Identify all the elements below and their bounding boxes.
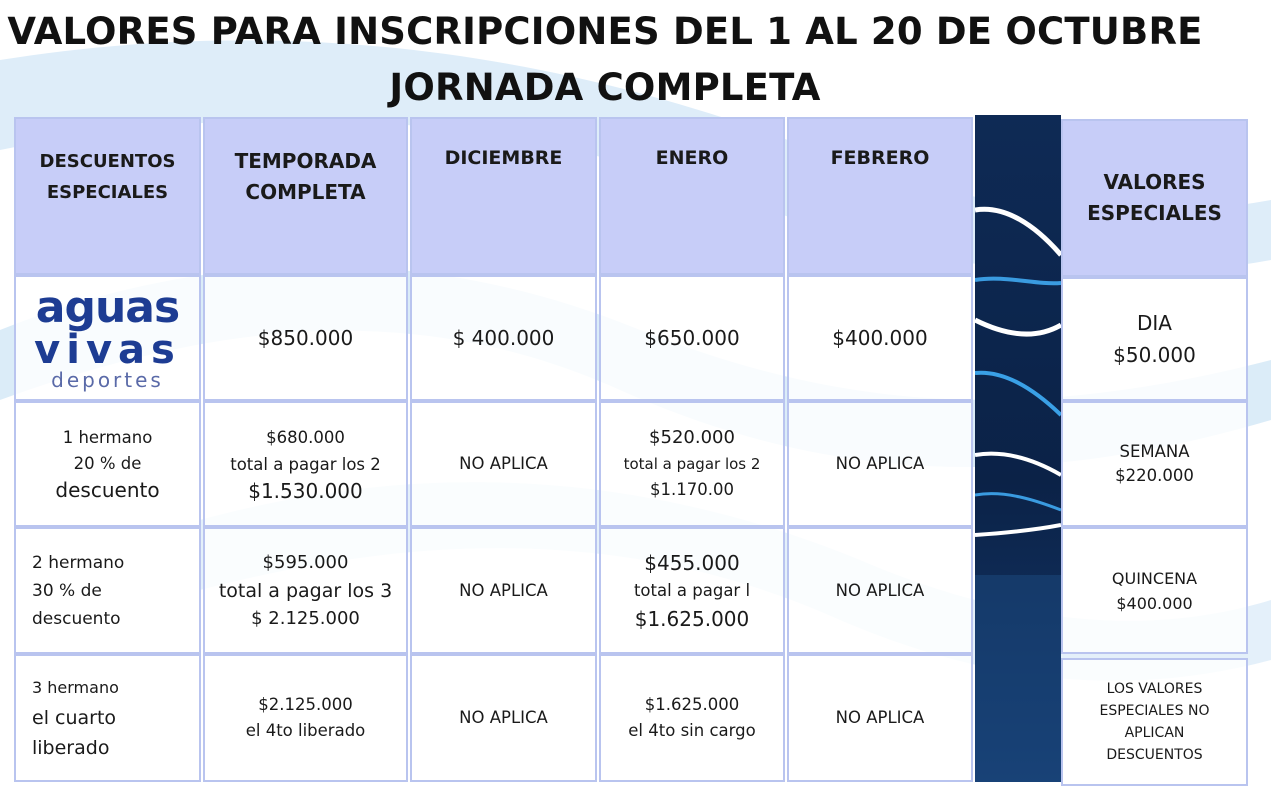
base-febrero-price: $400.000: [832, 326, 928, 350]
row2-temp-price: $595.000: [262, 551, 349, 573]
row3-feb-value: NO APLICA: [835, 708, 925, 727]
row2-febrero: [787, 527, 973, 654]
row1-febrero: [787, 401, 973, 527]
desc-3-line2: el cuarto: [32, 707, 117, 729]
logo-word-aguas: aguas: [35, 282, 180, 333]
row2-diciembre: [410, 527, 597, 654]
header-enero: [599, 117, 785, 275]
header-descuentos: [14, 117, 201, 275]
logo-cell: [14, 275, 201, 401]
desc-3-line3: liberado: [32, 737, 110, 759]
desc-1-line1: 1 hermano: [62, 428, 153, 447]
desc-3-line1: 3 hermano: [32, 678, 119, 697]
row2-feb-value: NO APLICA: [835, 580, 925, 600]
base-diciembre: [410, 275, 597, 401]
row2-enero-price: $455.000: [644, 550, 740, 575]
header-enero-label: ENERO: [655, 147, 729, 169]
logo-word-deportes: deportes: [51, 368, 164, 392]
row2-temp-total: $ 2.125.000: [251, 607, 360, 629]
desc-3-hermano: [14, 654, 201, 782]
row3-enero-note: el 4to sin cargo: [628, 721, 756, 740]
header-valores-especiales: [1061, 119, 1248, 277]
desc-1-hermano: [14, 401, 201, 527]
especial-dia-price: $50.000: [1113, 343, 1196, 367]
row2-temporada: [203, 527, 408, 654]
row1-temp-price: $680.000: [266, 427, 345, 447]
base-febrero: [787, 275, 973, 401]
row3-dic-value: NO APLICA: [459, 708, 548, 727]
logo-word-vivas: vivas: [34, 327, 181, 373]
row3-enero-price: $1.625.000: [644, 695, 740, 714]
especial-semana: [1061, 401, 1248, 527]
row3-temporada: [203, 654, 408, 782]
page-title: VALORES PARA INSCRIPCIONES DEL 1 AL 20 DE OCTUBRE: [7, 10, 1203, 53]
row3-febrero: [787, 654, 973, 782]
especial-semana-label: SEMANA: [1119, 442, 1190, 461]
row1-enero-total: $1.170.00: [650, 480, 734, 499]
base-enero: [599, 275, 785, 401]
wave-lines-icon: [975, 115, 1061, 782]
especial-dia: [1061, 277, 1248, 401]
base-temporada-price: $850.000: [257, 326, 354, 350]
row2-dic-value: NO APLICA: [459, 580, 548, 600]
row2-enero: [599, 527, 785, 654]
row3-enero: [599, 654, 785, 782]
desc-1-line3: descuento: [55, 478, 160, 502]
header-valores-label: VALORES ESPECIALES: [1087, 170, 1222, 225]
especial-semana-price: $220.000: [1115, 466, 1194, 485]
especial-dia-label: DIA: [1137, 311, 1172, 335]
row2-enero-note: total a pagar l: [633, 580, 751, 600]
row1-enero-price: $520.000: [649, 427, 735, 448]
row3-diciembre: [410, 654, 597, 782]
row1-feb-value: NO APLICA: [835, 454, 925, 473]
desc-2-line1: 2 hermano: [32, 552, 125, 573]
base-enero-price: $650.000: [644, 326, 740, 350]
header-descuentos-label: DESCUENTOS ESPECIALES: [39, 151, 176, 203]
row1-enero: [599, 401, 785, 527]
row1-temporada: [203, 401, 408, 527]
page-subtitle: JORNADA COMPLETA: [389, 66, 821, 109]
especial-nota-line3: APLICAN: [1124, 725, 1185, 741]
header-diciembre-label: DICIEMBRE: [444, 147, 563, 169]
desc-1-line2: 20 % de: [73, 454, 142, 473]
row2-temp-note: total a pagar los 3: [218, 579, 393, 602]
header-febrero-label: FEBRERO: [830, 147, 930, 169]
especial-quincena-price: $400.000: [1116, 593, 1193, 613]
desc-2-line3: descuento: [32, 608, 121, 629]
header-diciembre: [410, 117, 597, 275]
row3-temp-note: el 4to liberado: [245, 721, 366, 740]
decorative-wave-divider: [975, 115, 1061, 782]
especial-nota-line2: ESPECIALES NO: [1099, 703, 1210, 719]
aguas-vivas-logo: [34, 282, 181, 392]
row1-diciembre: [410, 401, 597, 527]
header-temporada: [203, 117, 408, 275]
row1-temp-total: $1.530.000: [248, 478, 363, 503]
header-temporada-label: TEMPORADA COMPLETA: [234, 149, 377, 204]
base-temporada: [203, 275, 408, 401]
especial-nota-line4: DESCUENTOS: [1106, 747, 1203, 763]
especial-quincena-label: QUINCENA: [1111, 568, 1198, 588]
especial-nota: [1061, 658, 1248, 786]
especial-nota-line1: LOS VALORES: [1106, 681, 1203, 697]
desc-2-hermano: [14, 527, 201, 654]
base-diciembre-price: $ 400.000: [452, 326, 555, 350]
row1-temp-note: total a pagar los 2: [230, 454, 381, 474]
desc-2-line2: 30 % de: [32, 580, 102, 601]
header-febrero: [787, 117, 973, 275]
especial-quincena: [1061, 527, 1248, 654]
row3-temp-price: $2.125.000: [258, 695, 353, 714]
row2-enero-total: $1.625.000: [634, 606, 750, 631]
row1-dic-value: NO APLICA: [459, 454, 548, 473]
row1-enero-note: total a pagar los 2: [623, 455, 761, 473]
